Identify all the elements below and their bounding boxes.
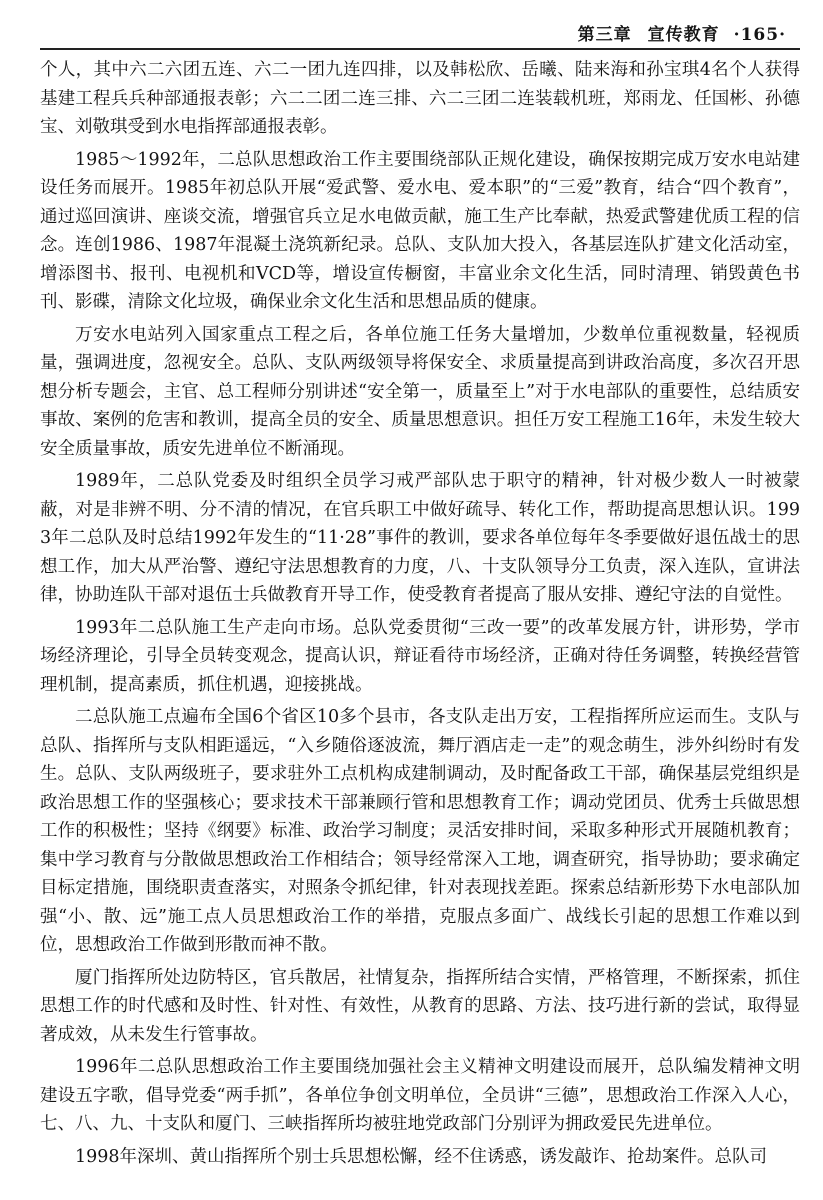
document-page bbox=[40, 0, 800, 1200]
body-text bbox=[40, 56, 800, 1175]
paragraph: 1996年二总队思想政治工作主要围绕加强社会主义精神文明建设而展开，总队编发精神文明建设五字歌，倡导党委“两手抓”，各单位争创文明单位，全员讲“三德”，思想政治工作深入人心，七、八、九、十支队和厦门、三峡指挥所均被驻地党政部门分别评为拥政爱民先进单位。 bbox=[40, 1057, 800, 1134]
paragraph: 1993年二总队施工生产走向市场。总队党委贯彻“三改一要”的改革发展方针，讲形势，学市场经济理论，引导全员转变观念，提高认识，辩证看待市场经济，正确对待任务调整，转换经营管理机制，提高素质，抓住机遇，迎接挑战。 bbox=[40, 617, 800, 695]
running-header bbox=[578, 20, 786, 45]
chapter-title: 第三章 bbox=[577, 25, 632, 45]
section-title: 宣传教育 bbox=[647, 25, 720, 45]
paragraph: 1985～1992年，二总队思想政治工作主要围绕部队正规化建设，确保按期完成万安水电站建设任务而展开。1985年初总队开展“爱武警、爱水电、爱本职”的“三爱”教育，结合“四个教育”，通过巡回演讲、座谈交流，增强官兵立足水电做贡献，施工生产比奉献，热爱武警建优质工程的信念。连创1986、1987年混凝土浇筑新纪录。总队、支队加大投入，各基层连队扩建文化活动室，增添图书、报刊、电视机和VCD等，增设宣传橱窗，丰富业余文化生活，同时清理、销毁黄色书刊、影碟，清除文化垃圾，确保业余文化生活和思想品质的健康。 bbox=[40, 149, 800, 312]
header-rule bbox=[40, 48, 800, 50]
page-number: ·165· bbox=[733, 25, 786, 45]
paragraph: 1989年，二总队党委及时组织全员学习戒严部队忠于职守的精神，针对极少数人一时被蒙蔽，对是非辨不明、分不清的情况，在官兵职工中做好疏导、转化工作，帮助提高思想认识。1993年二总队及时总结1992年发生的“11·28”事件的教训，要求各单位每年冬季要做好退伍战士的思想工作，加大从严治警、遵纪守法思想教育的力度，八、十支队领导分工负责，深入连队，宣讲法律，协助连队干部对退伍士兵做教育开导工作，使受教育者提高了服从安排、遵纪守法的自觉性。 bbox=[40, 471, 800, 605]
paragraph: 厦门指挥所处边防特区，官兵散居，社情复杂，指挥所结合实情，严格管理，不断探索，抓住思想工作的时代感和及时性、针对性、有效性，从教育的思路、方法、技巧进行新的尝试，取得显著成效，从未发生行管事故。 bbox=[40, 967, 800, 1045]
paragraph: 二总队施工点遍布全国6个省区10多个县市，各支队走出万安，工程指挥所应运而生。支队与总队、指挥所与支队相距遥远，“入乡随俗逐波流，舞厅酒店走一走”的观念萌生，涉外纠纷时有发生。总队、支队两级班子，要求驻外工点机构成建制调动，及时配备政工干部，确保基层党组织是政治思想工作的坚强核心；要求技术干部兼顾行管和思想教育工作；调动党团员、优秀士兵做思想工作的积极性；坚持《纲要》标准、政治学习制度；灵活安排时间，采取多种形式开展随机教育；集中学习教育与分散做思想政治工作相结合；领导经常深入工地，调查研究，指导协助；要求确定目标定措施，围绕职责查落实，对照条令抓纪律，针对表现找差距。探索总结新形势下水电部队加强“小、散、远”施工点人员思想政治工作的举措，克服点多面广、战线长引起的思想工作难以到位，思想政治工作做到形散而神不散。 bbox=[40, 707, 800, 955]
paragraph: 万安水电站列入国家重点工程之后，各单位施工任务大量增加，少数单位重视数量，轻视质量，强调进度，忽视安全。总队、支队两级领导将保安全、求质量提高到讲政治高度，多次召开思想分析专题会，主官、总工程师分别讲述“安全第一，质量至上”对于水电部队的重要性，总结质安事故、案例的危害和教训，提高全员的安全、质量思想意识。担任万安工程施工16年，未发生较大安全质量事故，质安先进单位不断涌现。 bbox=[40, 324, 800, 459]
paragraph: 1998年深圳、黄山指挥所个别士兵思想松懈，经不住诱惑，诱发敲诈、抢劫案件。总队司 bbox=[75, 1146, 768, 1167]
paragraph: 个人，其中六二六团五连、六二一团九连四排，以及韩松欣、岳曦、陆来海和孙宝琪4名个人获得基建工程兵兵种部通报表彰；六二二团二连三排、六二三团二连装载机班，郑雨龙、任国彬、孙德宝、刘敬琪受到水电指挥部通报表彰。 bbox=[40, 60, 800, 137]
